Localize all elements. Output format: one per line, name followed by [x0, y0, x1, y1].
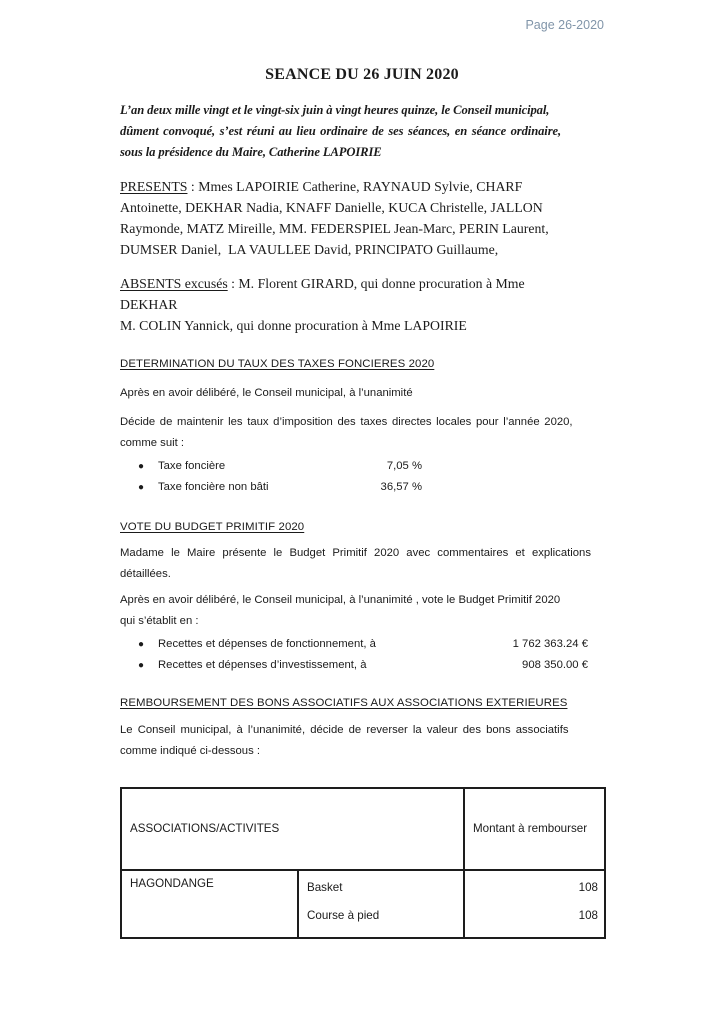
- table-cell-amounts: [464, 870, 605, 938]
- budget-value: 908 350.00 €: [522, 659, 588, 672]
- bullet-icon: ●: [138, 482, 145, 494]
- table-cell-association: HAGONDANGE: [121, 870, 298, 938]
- tax-value: 7,05 %: [386, 459, 422, 472]
- tax-label: Taxe foncière non bâti: [158, 481, 269, 494]
- presents-label: PRESENTS: [120, 178, 188, 194]
- page-title: SEANCE DU 26 JUIN 2020: [265, 66, 459, 83]
- amount-line: 108: [578, 908, 598, 922]
- intro-line: L’an deux mille vingt et le vingt-six juin à vingt heures quinze, le Conseil municipal,: [120, 103, 550, 117]
- list-item: [120, 634, 604, 656]
- tax-label: Taxe foncière: [158, 459, 226, 472]
- absents-line: M. COLIN Yannick, qui donne procuration à Mme LAPOIRIE: [120, 318, 467, 334]
- budget-value: 1 762 363.24 €: [512, 637, 588, 650]
- absents-paragraph: [120, 273, 604, 336]
- page-number: Page 26-2020: [525, 18, 604, 32]
- amount-line: 108: [578, 880, 598, 894]
- absents-line: DEKHAR: [120, 297, 178, 313]
- taxes-deliberation-paragraph: Après en avoir délibéré, le Conseil municipal, à l’unanimité: [120, 387, 413, 400]
- section-heading-budget: VOTE DU BUDGET PRIMITIF 2020: [120, 520, 305, 533]
- tax-rates-list: [120, 456, 604, 499]
- absents-label: ABSENTS excusés: [120, 276, 228, 292]
- intro-line: sous la présidence du Maire, Catherine LAPOIRIE: [120, 145, 382, 159]
- budget-amounts-list: [120, 634, 604, 677]
- associations-table: [120, 787, 606, 939]
- intro-line: dûment convoqué, s’est réuni au lieu ordinaire de ses séances, en séance ordinaire,: [120, 124, 562, 138]
- taxes-decision-paragraph: Décide de maintenir les taux d’imposition des taxes directes locales pour l’année 2020, comme suit :: [120, 415, 573, 450]
- bullet-icon: ●: [138, 660, 145, 672]
- table-row: [121, 870, 605, 938]
- tax-value: 36,57 %: [380, 481, 422, 494]
- bullet-icon: ●: [138, 638, 145, 650]
- absents-line: ABSENTS excusés : M. Florent GIRARD, qui donne procuration à Mme: [120, 276, 525, 292]
- presents-paragraph: [120, 176, 604, 260]
- budget-label: Recettes et dépenses d’investissement, à: [158, 659, 367, 672]
- remboursement-paragraph: Le Conseil municipal, à l’unanimité, décide de reverser la valeur des bons associatifs comme indiqué ci-dessous :: [120, 723, 569, 758]
- budget-presentation-paragraph: Madame le Maire présente le Budget Primitif 2020 avec commentaires et explications détaillées.: [120, 546, 591, 581]
- table-header-associations: ASSOCIATIONS/ACTIVITES: [121, 788, 464, 870]
- list-item: [120, 477, 604, 499]
- table-header-montant: Montant à rembourser: [464, 788, 605, 870]
- presents-line: DUMSER Daniel, LA VAULLEE David, PRINCIPATO Guillaume,: [120, 241, 499, 257]
- presents-line: PRESENTS : Mmes LAPOIRIE Catherine, RAYNAUD Sylvie, CHARF: [120, 178, 523, 194]
- bullet-icon: ●: [138, 460, 145, 472]
- activity-line: Course à pied: [307, 908, 380, 922]
- table-header-row: [121, 788, 605, 870]
- list-item: [120, 456, 604, 478]
- section-heading-taxes: DETERMINATION DU TAUX DES TAXES FONCIERES 2020: [120, 358, 435, 371]
- presents-line: Raymonde, MATZ Mireille, MM. FEDERSPIEL Jean-Marc, PERIN Laurent,: [120, 220, 549, 236]
- budget-vote-paragraph: Après en avoir délibéré, le Conseil municipal, à l’unanimité , vote le Budget Primitif 2020 qui s’établit en :: [120, 593, 561, 628]
- section-heading-remboursement: REMBOURSEMENT DES BONS ASSOCIATIFS AUX ASSOCIATIONS EXTERIEURES: [120, 696, 568, 709]
- activity-line: Basket: [307, 880, 343, 894]
- intro-paragraph: [120, 100, 604, 163]
- presents-line: Antoinette, DEKHAR Nadia, KNAFF Danielle, KUCA Christelle, JALLON: [120, 199, 543, 215]
- table-cell-activities: [298, 870, 464, 938]
- list-item: [120, 655, 604, 677]
- budget-label: Recettes et dépenses de fonctionnement, à: [158, 637, 376, 650]
